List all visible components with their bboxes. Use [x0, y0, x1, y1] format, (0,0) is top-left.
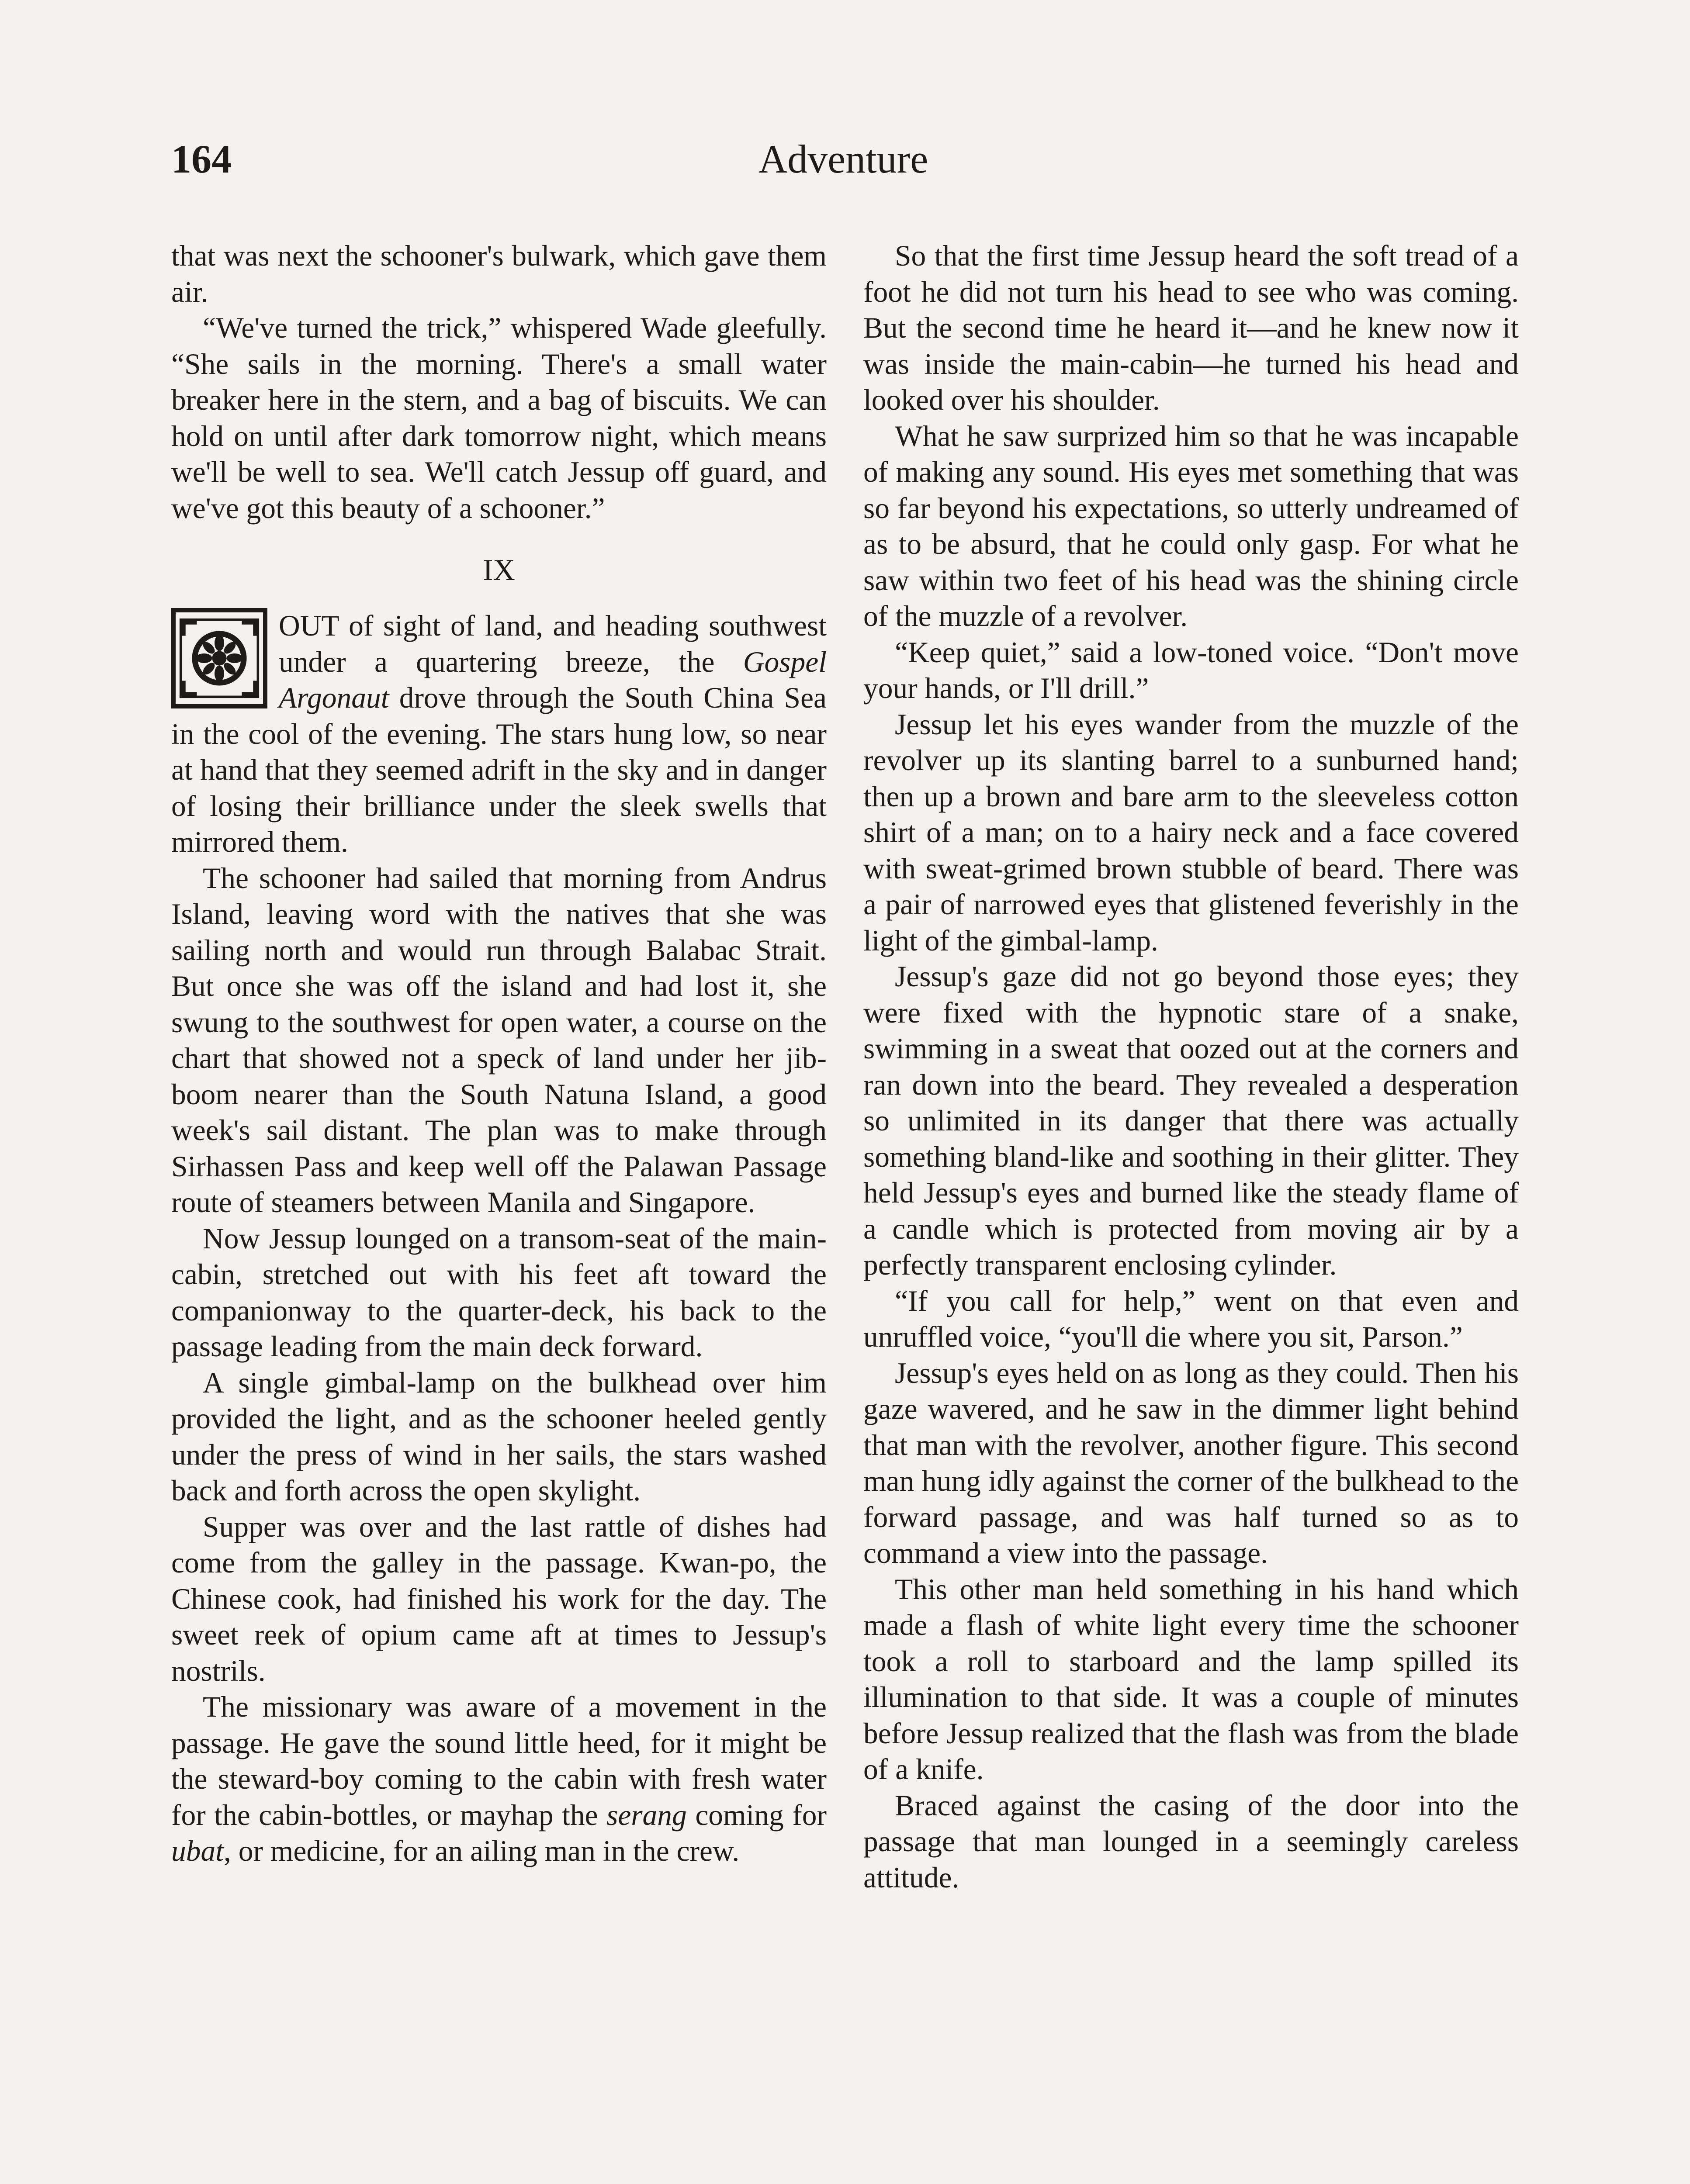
paragraph: So that the first time Jessup heard the soft tread of a foot he did not turn his head to see who was coming. But the second time he heard it—and he knew now it was inside the main-cabin—he turned his head and looked over his shoulder. — [863, 239, 1519, 416]
paragraph: Braced against the casing of the door into the passage that man lounged in a seemingly careless attitude. — [863, 1789, 1519, 1894]
ornamental-initial-icon — [171, 608, 267, 708]
paragraph: Jessup's gaze did not go beyond those eyes; they were fixed with the hypnotic stare of a snake, swimming in a sweat that oozed out at the corners and ran down into the beard. They revealed a desperation so unlimited in its danger that there was actually something bland-like and soothing in their glitter. They held Jessup's eyes and burned like the steady flame of a candle which is protected from moving air by a perfectly transparent enclosing cylinder. — [863, 960, 1519, 1281]
paragraph: This other man held something in his hand which made a flash of white light every time the schooner took a roll to starboard and the lamp spilled its illumination to that side. It was a couple of minutes before Jessup realized that the flash was from the blade of a knife. — [863, 1572, 1519, 1786]
running-title: Adventure — [758, 137, 928, 181]
italic-word: ubat — [171, 1835, 224, 1867]
left-column — [171, 238, 827, 1870]
paragraph: The schooner had sailed that morning from Andrus Island, leaving word with the natives that she was sailing north and would run through Balabac Strait. But once she was off the island and had lost it, she swung to the southwest for open water, a course on the chart that showed not a speck of land under her jib-boom nearer than the South Natuna Island, a good week's sail distant. The plan was to make through Sirhassen Pass and keep well off the Palawan Passage route of steamers between Manila and Singapore. — [171, 861, 827, 1219]
text-run: OUT of sight of land, and heading southwest under a quartering breeze, the — [279, 609, 827, 678]
right-column — [863, 238, 1519, 1896]
paragraph: What he saw surprized him so that he was incapable of making any sound. His eyes met something that was so far beyond his expectations, so utterly undreamed of as to be absurd, that he could only gasp. For what he saw within two feet of his head was the shining circle of the muzzle of a revolver. — [863, 419, 1519, 632]
paragraph: that was next the schooner's bulwark, which gave them air. — [171, 239, 827, 308]
chapter-opening — [171, 608, 827, 860]
paragraph: A single gimbal-lamp on the bulkhead over him provided the light, and as the schooner heeled gently under the press of wind in her sails, the stars washed back and forth across the open skylight. — [171, 1366, 827, 1507]
page-number: 164 — [171, 137, 232, 181]
italic-word: serang — [606, 1798, 687, 1832]
text-run: The missionary was aware of a movement in the passage. He gave the sound little heed, for it might be the steward-boy coming to the cabin with fresh water for the cabin-bottles, or mayhap the — [171, 1690, 827, 1832]
text-run: drove through the South China Sea in the cool of the evening. The stars hung low, so near at hand that they seemed adrift in the sky and in danger of losing their brilliance under the sleek swells that mirrored them. — [171, 681, 827, 858]
paragraph: Jessup let his eyes wander from the muzzle of the revolver up its slanting barrel to a sunburned hand; then up a brown and bare arm to the sleeveless cotton shirt of a man; on to a hairy neck and a face covered with sweat-grimed brown stubble of beard. There was a pair of narrowed eyes that glistened feverishly in the light of the gimbal-lamp. — [863, 708, 1519, 957]
text-run: coming for — [686, 1798, 827, 1832]
paragraph: Supper was over and the last rattle of dishes had come from the galley in the passage. Kwan-po, the Chinese cook, had finished his work for the day. The sweet reek of opium came aft at times to Jessup's nostrils. — [171, 1510, 827, 1687]
paragraph: “If you call for help,” went on that even and unruffled voice, “you'll die where you sit, Parson.” — [863, 1284, 1519, 1353]
paragraph: “We've turned the trick,” whispered Wade gleefully. “She sails in the morning. There's a small water breaker here in the stern, and a bag of biscuits. We can hold on until after dark tomorrow night, which means we'll be well to sea. We'll catch Jessup off guard, and we've got this beauty of a schooner.” — [171, 311, 827, 525]
paragraph: Jessup's eyes held on as long as they could. Then his gaze wavered, and he saw in the dimmer light behind that man with the revolver, another figure. This second man hung idly against the corner of the bulkhead to the forward passage, and was half turned so as to command a view into the passage. — [863, 1356, 1519, 1569]
text-run: , or medicine, for an ailing man in the crew. — [224, 1835, 740, 1867]
ship-name: Gospel Argonaut — [279, 645, 827, 714]
paragraph: “Keep quiet,” said a low-toned voice. “Don't move your hands, or I'll drill.” — [863, 636, 1519, 705]
paragraph: Now Jessup lounged on a transom-seat of the main-cabin, stretched out with his feet aft toward the companionway to the quarter-deck, his back to the passage leading from the main deck forward. — [171, 1222, 827, 1363]
paragraph — [171, 1689, 827, 1870]
paragraph-opening — [171, 608, 827, 860]
section-heading: IX — [483, 553, 515, 587]
